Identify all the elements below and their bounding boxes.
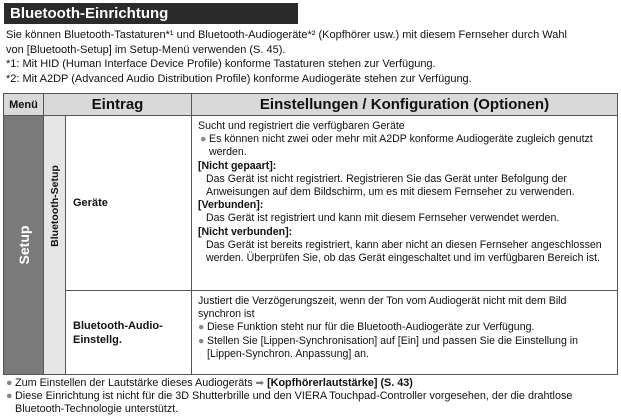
status-label-not-paired: [Nicht gepaart]: [198,159,277,172]
submenu-label-bluetooth-setup: Bluetooth-Setup [48,165,61,248]
table-row [4,116,618,291]
note-volume-text: Zum Einstellen der Lautstärke dieses Audiogeräts [15,377,253,389]
status-label-connected: [Verbunden]: [198,199,264,212]
entry-bluetooth-audio: Bluetooth-Audio-Einstellg. [66,291,192,375]
intro-line-2: von [Bluetooth-Setup] im Setup-Menü verwenden (S. 45). [6,43,286,56]
bullet-icon: ● [6,390,13,402]
bullet-icon: ● [6,377,13,389]
footnote-a2dp: *2: Mit A2DP (Advanced Audio Distribution Profile) konforme Audiogeräte stehen zur Verfügung. [6,72,472,85]
menu-cell [4,116,44,375]
status-text-connected: Das Gerät ist registriert und kann mit diesem Fernseher verwendet werden. [206,212,560,225]
list-item [198,335,611,361]
footnote-hid: *1: Mit HID (Human Interface Device Profile) konforme Tastaturen stehen zur Verfügung. [6,58,436,70]
table-row [4,291,618,375]
table-header-row [4,94,618,116]
desc-audio-bullet-1: Diese Funktion steht nur für die Bluetooth-Audiogeräte zur Verfügung. [207,321,535,334]
page-title: Bluetooth-Einrichtung [4,3,298,24]
settings-table [3,93,618,375]
status-label-not-connected: [Nicht verbunden]: [198,225,293,238]
desc-geraete [192,116,618,291]
intro-line-1: Sie können Bluetooth-Tastaturen*¹ und Bluetooth-Audiogeräte*² (Kopfhörer usw.) mit diesem Fernseher durch Wahl [6,29,567,41]
menu-label-setup: Setup [15,225,32,265]
status-text-not-connected: Das Gerät ist bereits registriert, kann aber nicht an diesen Fernseher angeschlossen werden. Überprüfen Sie, ob das Gerät eingeschaltet und im verfügbaren Bereich ist. [206,238,602,265]
header-settings: Einstellungen / Konfiguration (Optionen) [192,94,618,116]
desc-geraete-intro: Sucht und registriert die verfügbaren Geräte [198,120,405,132]
note-3d-text: Diese Einrichtung ist nicht für die 3D Shutterbrille und den VIERA Touchpad-Controller vorgesehen, der die drahtlose Bluetooth-Technologie unterstützt. [15,390,573,415]
notes [6,377,618,416]
bullet-icon: ● [200,133,207,146]
desc-audio-bullet-2: Stellen Sie [Lippen-Synchronisation] auf [Ein] und passen Sie die Einstellung in [Lippen-Synchron. Anpassung] an. [207,334,579,360]
list-item [198,133,611,159]
note-3d [6,390,618,416]
submenu-cell [44,116,66,375]
entry-geraete: Geräte [66,116,192,291]
bullet-icon: ● [198,321,205,334]
arrow-right-icon: ➡ [255,378,265,389]
header-entry: Eintrag [44,94,192,116]
desc-geraete-bullet: Es können nicht zwei oder mehr mit A2DP konforme Audiogeräte zugleich genutzt werden. [209,133,593,159]
desc-audio-intro: Justiert die Verzögerungszeit, wenn der Ton vom Audiogerät nicht mit dem Bild synchron ist [198,295,567,321]
note-volume [6,377,618,390]
intro-text [6,28,618,86]
bullet-icon: ● [198,334,205,347]
header-menu: Menü [4,94,44,116]
status-text-not-paired: Das Gerät ist nicht registriert. Registrieren Sie das Gerät unter Befolgung der Anweisungen auf dem Bildschirm, um es mit diesem Fernseher zu verwenden. [206,172,575,199]
list-item [198,321,611,334]
desc-bluetooth-audio [192,291,618,375]
note-volume-link: [Kopfhörerlautstärke] (S. 43) [267,377,413,389]
